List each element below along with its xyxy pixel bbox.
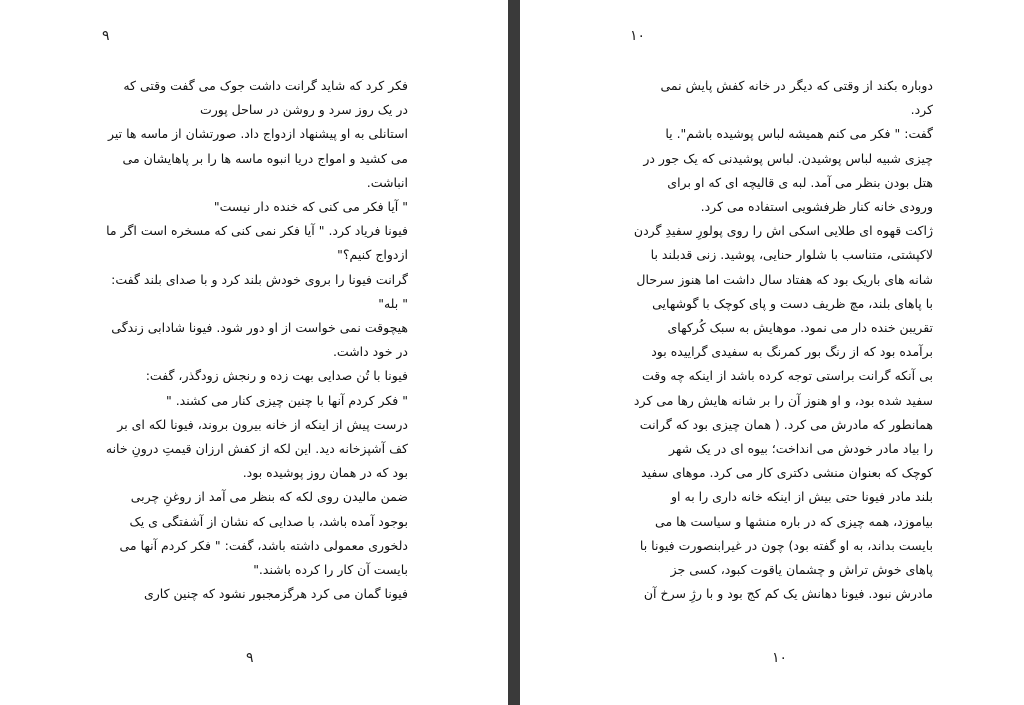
text-line: در یک روز سرد و روشن در ساحل پورت: [199, 102, 408, 118]
text-line: پاهای خوش تراش و چشمان یاقوت کبود، کسی جز: [670, 562, 933, 578]
text-line: لاکپشتی، متناسب با شلوار حنایی، پوشید. زنی قدبلند با: [650, 247, 933, 263]
text-line: گفت: " فکر می کنم همیشه لباس پوشیده باشم". یا: [665, 126, 933, 142]
text-line: گرانت فیونا را بروی خودش بلند کرد و با صدای بلند گفت:: [111, 271, 408, 287]
text-line: بود که در همان روز پوشیده بود.: [242, 465, 408, 481]
text-line: دلخوری معمولی داشته باشد، گفت: " فکر کردم آنها می: [119, 537, 408, 553]
right-page: [520, 0, 1024, 705]
text-line: ازدواج کنیم؟": [337, 247, 408, 263]
text-line: هیچوقت نمی خواست از او دور شود. فیونا شادابی زندگی: [111, 320, 408, 336]
text-line: در خود داشت.: [332, 344, 408, 360]
text-line: کرد.: [910, 102, 933, 118]
text-line: دوباره بکند از وقتی که دیگر در خانه کفش پایش نمی: [660, 78, 933, 93]
text-line: انباشت.: [366, 174, 408, 190]
text-line: بوجود آمده باشد، با صدایی که نشان از آشفتگی ی یک: [129, 513, 408, 529]
text-line: " فکر کردم آنها با چنین چیزی کنار می کشند. ": [165, 392, 408, 408]
page-body-text: [623, 74, 933, 606]
text-line: فیونا فریاد کرد. " آیا فکر نمی کنی که مسخره است اگر ما: [106, 223, 408, 239]
page-number-bottom: ۱۰: [772, 650, 788, 666]
text-line: " بله": [378, 295, 408, 311]
text-line: ضمن مالیدن روی لکه که بنظر می آمد از روغنِ چربی: [130, 489, 408, 505]
text-line: هتل بودن بنظر می آمد. لبه ی قالیچه ای که او برای: [667, 174, 933, 190]
page-gutter: [508, 0, 520, 705]
text-line: بلند مادر فیونا حتی بیش از اینکه خانه داری را به او: [671, 489, 933, 505]
text-line: کوچک که بعنوان منشی دکتری کار می کرد. موهای سفید: [641, 465, 933, 481]
page-number-bottom: ۹: [246, 650, 254, 666]
text-line: بی آنکه گرانت براستی توجه کرده باشد از اینکه چه وقت: [642, 368, 933, 384]
page-body-text: [100, 74, 408, 606]
text-line: می کشید و امواج دریا انبوه ماسه ها را بر پاهایشان می: [122, 150, 408, 166]
text-line: ژاکت قهوه ای طلایی اسکی اش را روی پولورِ سفیدِ گردن: [633, 223, 933, 239]
text-line: را بیاد مادر خودش می انداخت؛ بیوه ای در یک شهر: [669, 441, 933, 457]
text-line: تقریبن خنده دار می نمود. موهایش به سبک کُرکهای: [667, 320, 933, 336]
left-page: [0, 0, 508, 705]
text-line: بیاموزد، همه چیزی که در باره منشها و سیاست ها می: [655, 513, 933, 529]
text-line: " آیا فکر می کنی که خنده دار نیست": [213, 199, 408, 215]
text-line: مادرش نبود. فیونا دهانش یک کم کج بود و با رژِ سرخ آن: [643, 586, 933, 602]
text-line: بایست آن کار را کرده باشند.": [253, 562, 408, 578]
text-line: بایست بداند، به او گفته بود) چون در غیرابنصورت فیونا با: [639, 537, 933, 553]
page-number-top: ۹: [102, 28, 110, 44]
text-line: چیزی شبیه لباس پوشیدن. لباس پوشیدنی که یک جور در: [643, 150, 933, 166]
text-line: سفید شده بود، و او هنوز آن را بر شانه هایش رها می کرد: [633, 392, 933, 408]
text-line: با پاهای بلند، مچ ظریف دست و پای کوچک با گوشهایی: [652, 295, 933, 311]
text-line: ورودی خانه کنار ظرفشویی استفاده می کرد.: [700, 199, 933, 215]
text-line: برآمده بود که از رنگ بور کمرنگ به سفیدی گراییده بود: [651, 344, 933, 360]
text-line: فیونا گمان می کرد هرگزمجبور نشود که چنین کاری: [143, 586, 408, 602]
text-line: درست پیش از اینکه از خانه بیرون بروند، فیونا لکه ای بر: [117, 416, 408, 432]
text-line: همانطور که مادرش می کرد. ( همان چیزی بود که گرانت: [639, 416, 933, 432]
text-line: فکر کرد که شاید گرانت داشت جوک می گفت وقتی که: [123, 78, 408, 93]
text-line: استانلی به او پیشنهاد ازدواج داد. صورتشان از ماسه ها تیر: [108, 126, 408, 142]
text-line: کف آشپزخانه دید. این لکه از کفش ارزان قیمتِ درونِ خانه: [105, 441, 408, 457]
text-line: فیونا با تُن صدایی بهت زده و رنجش زودگذر، گفت:: [145, 368, 408, 384]
text-line: شانه های باریک بود که هفتاد سال داشت اما هنوز سرحال: [636, 271, 933, 287]
page-number-top: ۱۰: [630, 28, 646, 44]
